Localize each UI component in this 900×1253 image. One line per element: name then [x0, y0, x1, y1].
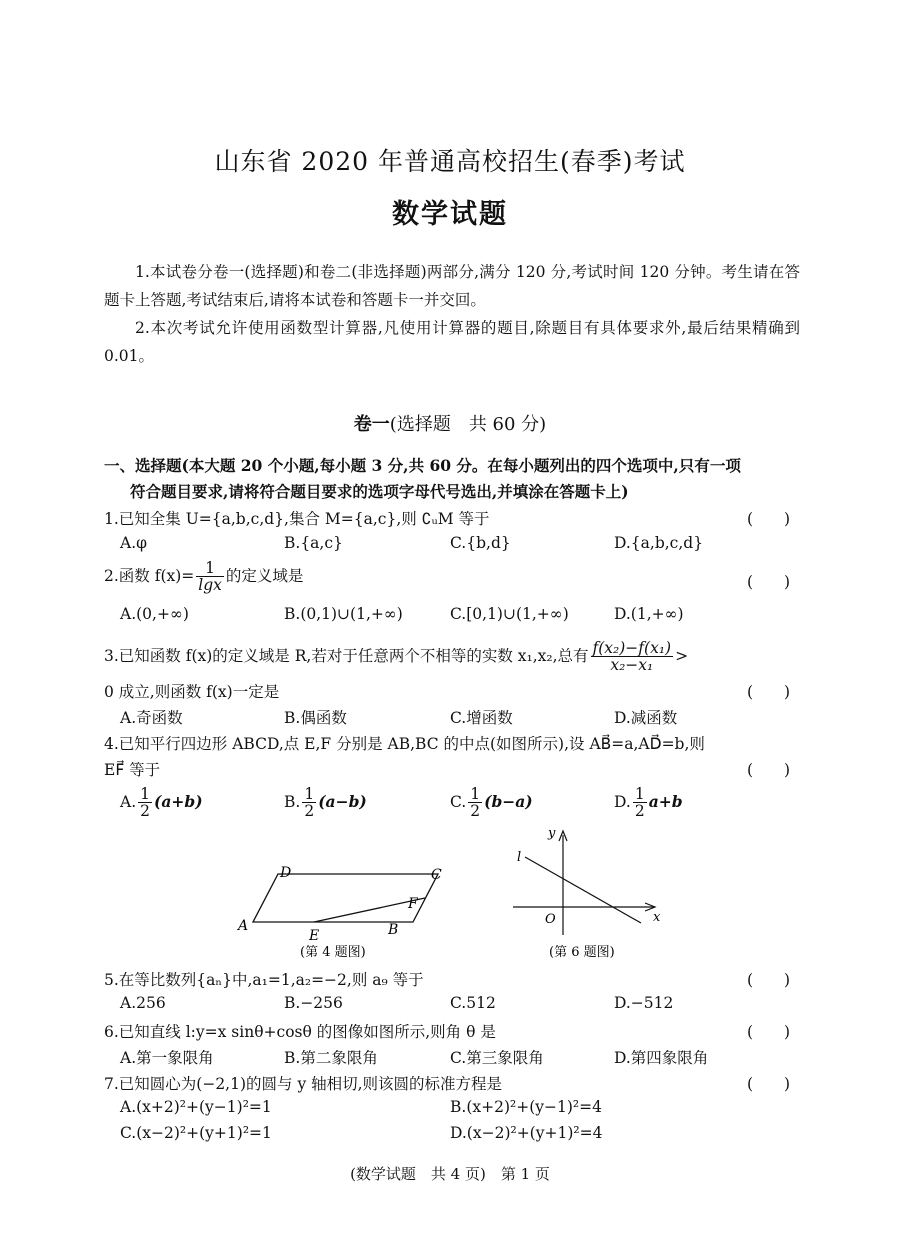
fraction-numerator: 1 — [470, 785, 481, 803]
q3-stem-b: > — [675, 646, 689, 665]
fraction-denominator: 2 — [140, 802, 150, 821]
q4-option-letter: A. — [120, 792, 137, 811]
q4-option-expr: (a+b) — [154, 791, 203, 811]
q7-option-c: C.(x−2)²+(y+1)²=1 — [120, 1124, 272, 1142]
q1-option-d: D.{a,b,c,d} — [614, 534, 704, 552]
q7-option-d: D.(x−2)²+(y+1)²=4 — [450, 1124, 603, 1142]
q4-option-letter: B. — [284, 792, 301, 811]
q2-stem-a: 2.函数 f(x)= — [104, 566, 195, 585]
q2-denominator: lgx — [198, 576, 222, 595]
exam-subtitle: 数学试题 — [392, 199, 508, 230]
q7-option-a: A.(x+2)²+(y−1)²=1 — [120, 1098, 272, 1116]
q4-option-letter: D. — [614, 792, 631, 811]
fraction-denominator: 2 — [470, 802, 481, 821]
q4-option-letter: C. — [450, 792, 467, 811]
instruction-2: 2.本次考试允许使用函数型计算器,凡使用计算器的题目,除题目有具体要求外,最后结果精确到 0.01。 — [104, 319, 800, 365]
q6-option-a: A.第一象限角 — [120, 1049, 214, 1067]
question-5-stem: 5.在等比数列{aₙ}中,a₁=1,a₂=−2,则 a₉ 等于 — [104, 971, 424, 989]
label-o: O — [545, 912, 556, 927]
q7-option-b: B.(x+2)²+(y−1)²=4 — [450, 1098, 602, 1116]
answer-paren: ( ) — [747, 971, 791, 989]
figure-6-caption: (第 6 题图) — [549, 945, 615, 960]
q2-option-c: C.[0,1)∪(1,+∞) — [450, 605, 569, 623]
page-footer: (数学试题 共 4 页) 第 1 页 — [350, 1165, 550, 1183]
fraction-denominator: 2 — [634, 802, 645, 821]
q2-fraction — [196, 560, 224, 594]
label-f: F — [408, 896, 418, 912]
one-half-fraction — [633, 786, 647, 820]
fraction-numerator: 1 — [304, 785, 315, 803]
answer-paren: ( ) — [747, 1023, 791, 1041]
figure-4-caption: (第 4 题图) — [300, 945, 366, 960]
q1-option-a: A.φ — [120, 534, 147, 552]
q4-option-d — [614, 786, 683, 820]
q1-option-b: B.{a,c} — [284, 534, 343, 552]
label-d: D — [280, 865, 292, 881]
answer-paren: ( ) — [747, 510, 791, 528]
figure-4-parallelogram — [228, 858, 468, 962]
q2-option-b: B.(0,1)∪(1,+∞) — [284, 605, 403, 623]
q5-option-a: A.256 — [120, 994, 166, 1012]
question-4-stem: 4.已知平行四边形 ABCD,点 E,F 分别是 AB,BC 的中点(如图所示),设 AB⃗=a,AD⃗=b,则 — [104, 735, 705, 753]
q4-option-a — [120, 786, 203, 820]
q2-option-d: D.(1,+∞) — [614, 605, 684, 623]
q1-option-c: C.{b,d} — [450, 534, 511, 552]
line-l — [525, 857, 641, 923]
question-4-stem-cont: EF⃗ 等于 — [104, 761, 161, 779]
q3-option-d: D.减函数 — [614, 709, 678, 727]
q3-fraction — [591, 640, 674, 674]
q6-option-b: B.第二象限角 — [284, 1049, 378, 1067]
q3-option-b: B.偶函数 — [284, 709, 347, 727]
q2-stem-b: 的定义域是 — [225, 566, 304, 585]
one-half-fraction — [138, 786, 152, 820]
figure-6-line-graph — [505, 823, 675, 961]
section-heading-rest: (选择题 共 60 分) — [389, 414, 547, 435]
label-y: y — [548, 826, 556, 841]
q5-option-d: D.−512 — [614, 994, 674, 1012]
section-heading — [0, 410, 900, 436]
q6-option-c: C.第三象限角 — [450, 1049, 544, 1067]
q4-option-b — [284, 786, 367, 820]
fraction-numerator: 1 — [634, 785, 645, 803]
q4-option-c — [450, 786, 533, 820]
fraction-denominator: 2 — [304, 802, 315, 821]
q3-option-a: A.奇函数 — [120, 709, 183, 727]
question-1-stem: 1.已知全集 U={a,b,c,d},集合 M={a,c},则 ∁ᵤM 等于 — [104, 510, 490, 528]
answer-paren: ( ) — [747, 761, 791, 779]
answer-paren: ( ) — [747, 683, 791, 701]
instruction-1: 1.本试卷分卷一(选择题)和卷二(非选择题)两部分,满分 120 分,考试时间 120 分钟。考生请在答题卡上答题,考试结束后,请将本试卷和答题卡一并交回。 — [104, 263, 800, 309]
q3-option-c: C.增函数 — [450, 709, 513, 727]
one-half-fraction — [468, 786, 482, 820]
q5-option-b: B.−256 — [284, 994, 343, 1012]
label-a: A — [238, 918, 249, 934]
part-instruction-line2: 符合题目要求,请将符合题目要求的选项字母代号选出,并填涂在答题卡上) — [130, 482, 629, 501]
label-e: E — [309, 928, 320, 944]
exam-title: 山东省 2020 年普通高校招生(春季)考试 — [214, 147, 686, 176]
q5-option-c: C.512 — [450, 994, 496, 1012]
section-heading-bold: 卷一 — [353, 414, 390, 435]
label-l: l — [517, 850, 522, 865]
q6-option-d: D.第四象限角 — [614, 1049, 709, 1067]
q2-numerator: 1 — [196, 560, 224, 577]
question-3-stem-cont: 0 成立,则函数 f(x)一定是 — [104, 683, 280, 701]
q3-numerator: f(x₂)−f(x₁) — [592, 639, 672, 657]
answer-paren: ( ) — [747, 573, 791, 591]
q4-option-expr: (b−a) — [484, 791, 533, 811]
q4-option-expr: a+b — [648, 791, 683, 811]
question-2-stem — [104, 560, 303, 594]
question-6-stem: 6.已知直线 l:y=x sinθ+cosθ 的图像如图所示,则角 θ 是 — [104, 1023, 496, 1041]
q4-option-expr: (a−b) — [318, 791, 367, 811]
label-b: B — [388, 922, 399, 938]
q3-stem-a: 3.已知函数 f(x)的定义域是 R,若对于任意两个不相等的实数 x₁,x₂,总有 — [104, 646, 589, 665]
question-3-stem — [104, 640, 688, 674]
q3-denominator: x₂−x₁ — [610, 656, 654, 675]
fraction-numerator: 1 — [140, 785, 150, 803]
q2-option-a: A.(0,+∞) — [120, 605, 189, 623]
answer-paren: ( ) — [747, 1075, 791, 1093]
label-c: C — [431, 867, 442, 883]
label-x: x — [653, 910, 661, 925]
question-7-stem: 7.已知圆心为(−2,1)的圆与 y 轴相切,则该圆的标准方程是 — [104, 1075, 503, 1093]
one-half-fraction — [302, 786, 316, 820]
part-instruction-line1: 一、选择题(本大题 20 个小题,每小题 3 分,共 60 分。在每小题列出的四个选项中,只有一项 — [104, 456, 741, 475]
